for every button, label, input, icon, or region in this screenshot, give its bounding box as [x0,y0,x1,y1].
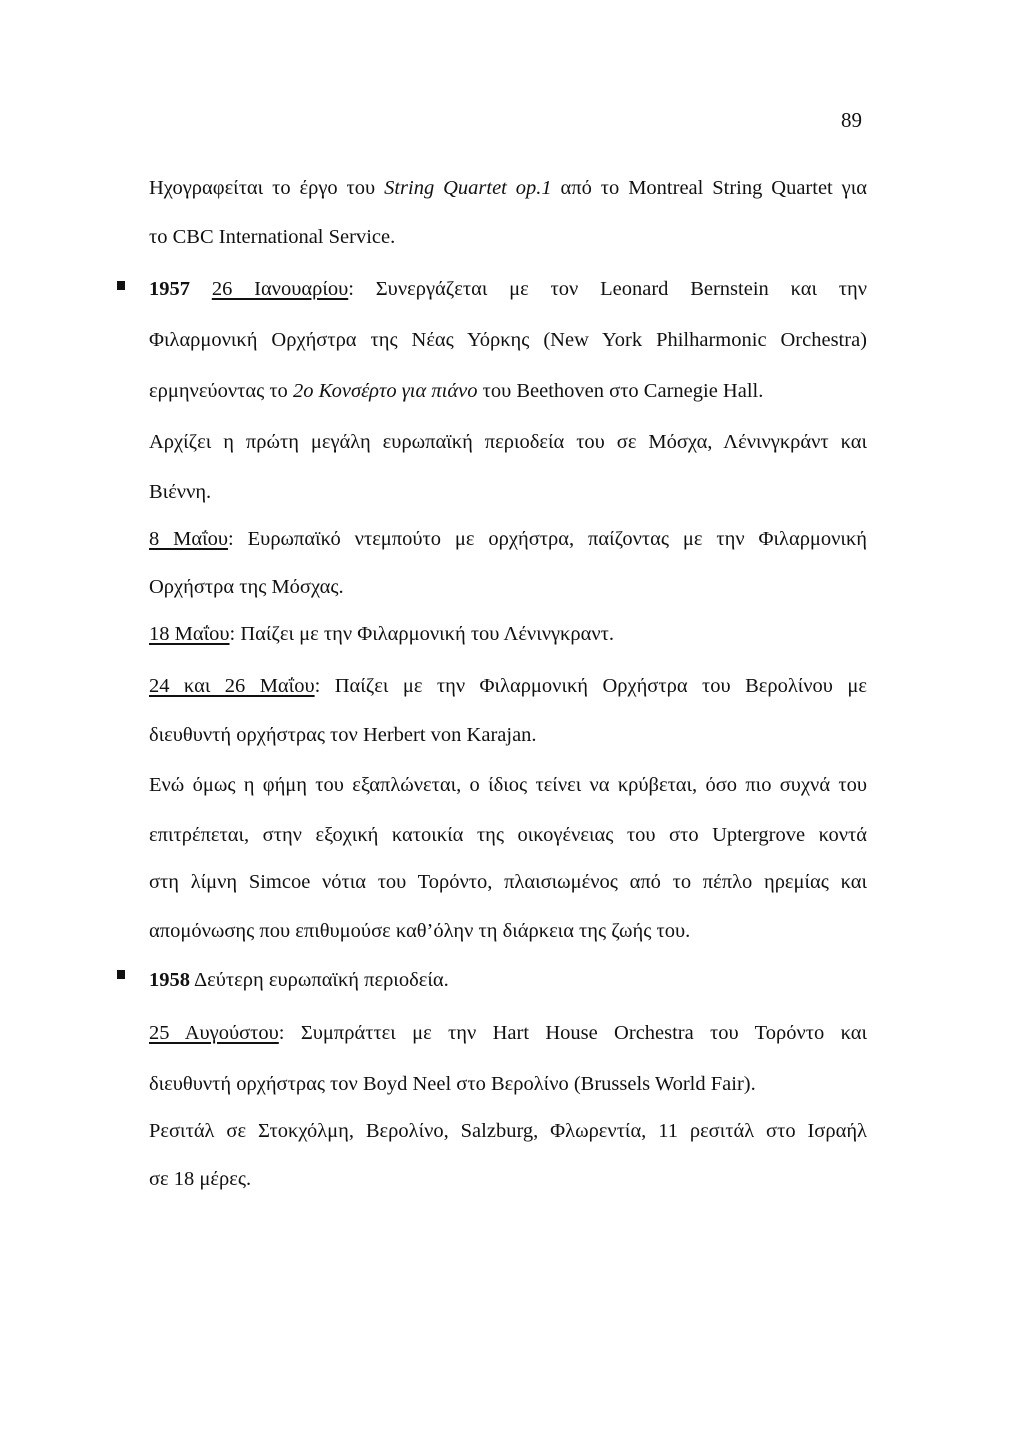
text-line: Φιλαρμονική Ορχήστρα της Νέας Υόρκης (New York Philharmonic Orchestra) [149,329,867,351]
work-title: String Quartet op.1 [384,177,552,199]
text-line: το CBC International Service. [149,226,396,248]
bullet-icon [117,970,125,979]
text-line: διευθυντή ορχήστρας τον Herbert von Karajan. [149,724,537,746]
text-line: 24 και 26 Μαΐου: Παίζει με την Φιλαρμονική Ορχήστρα του Βερολίνου με [149,675,867,697]
bullet-icon [117,281,125,290]
text-line: Βιέννη. [149,481,212,503]
text-line: 1958 Δεύτερη ευρωπαϊκή περιοδεία. [149,969,449,991]
text-line: ερμηνεύοντας το 2ο Κονσέρτο για πιάνο του Beethoven στο Carnegie Hall. [149,380,764,402]
text-line: 1957 26 Ιανουαρίου: Συνεργάζεται με τον Leonard Bernstein και την [149,278,868,300]
text-line: Ρεσιτάλ σε Στοκχόλμη, Βερολίνο, Salzburg, Φλωρεντία, 11 ρεσιτάλ στο Ισραήλ [149,1120,867,1142]
text-line: στη λίμνη Simcoe νότια του Τορόντο, πλαισιωμένος από το πέπλο ηρεμίας και [149,871,867,893]
year-label: 1957 [149,278,190,300]
text-line: επιτρέπεται, στην εξοχική κατοικία της οικογένειας του στο Uptergrove κοντά [149,824,867,846]
text-line: σε 18 μέρες. [149,1168,252,1190]
text-line: 25 Αυγούστου: Συμπράττει με την Hart House Orchestra του Τορόντο και [149,1022,867,1044]
text-line: Ορχήστρα της Μόσχας. [149,576,344,598]
date-label: 24 και 26 Μαΐου [149,675,315,697]
text-line: Αρχίζει η πρώτη μεγάλη ευρωπαϊκή περιοδεία του σε Μόσχα, Λένινγκράντ και [149,431,867,453]
text-line: 8 Μαΐου: Ευρωπαϊκό ντεμπούτο με ορχήστρα, παίζοντας με την Φιλαρμονική [149,528,867,550]
date-label: 25 Αυγούστου [149,1022,279,1044]
text-line: απομόνωσης που επιθυμούσε καθ’όλην τη διάρκεια της ζωής του. [149,920,691,942]
text-line: Ηχογραφείται το έργο του String Quartet op.1 από το Montreal String Quartet για [149,177,867,199]
date-label: 26 Ιανουαρίου [211,278,349,300]
text-line: 18 Μαΐου: Παίζει με την Φιλαρμονική του Λένινγκραντ. [149,623,614,645]
work-title: 2ο Κονσέρτο για πιάνο [292,380,478,402]
text-line: διευθυντή ορχήστρας τον Boyd Neel στο Βερολίνο (Brussels World Fair). [149,1073,756,1095]
date-label: 8 Μαΐου [149,528,229,550]
date-label: 18 Μαΐου [149,623,230,645]
year-label: 1958 [149,969,190,991]
text-line: Ενώ όμως η φήμη του εξαπλώνεται, ο ίδιος τείνει να κρύβεται, όσο πιο συχνά του [149,774,867,796]
page-number: 89 [841,108,862,132]
